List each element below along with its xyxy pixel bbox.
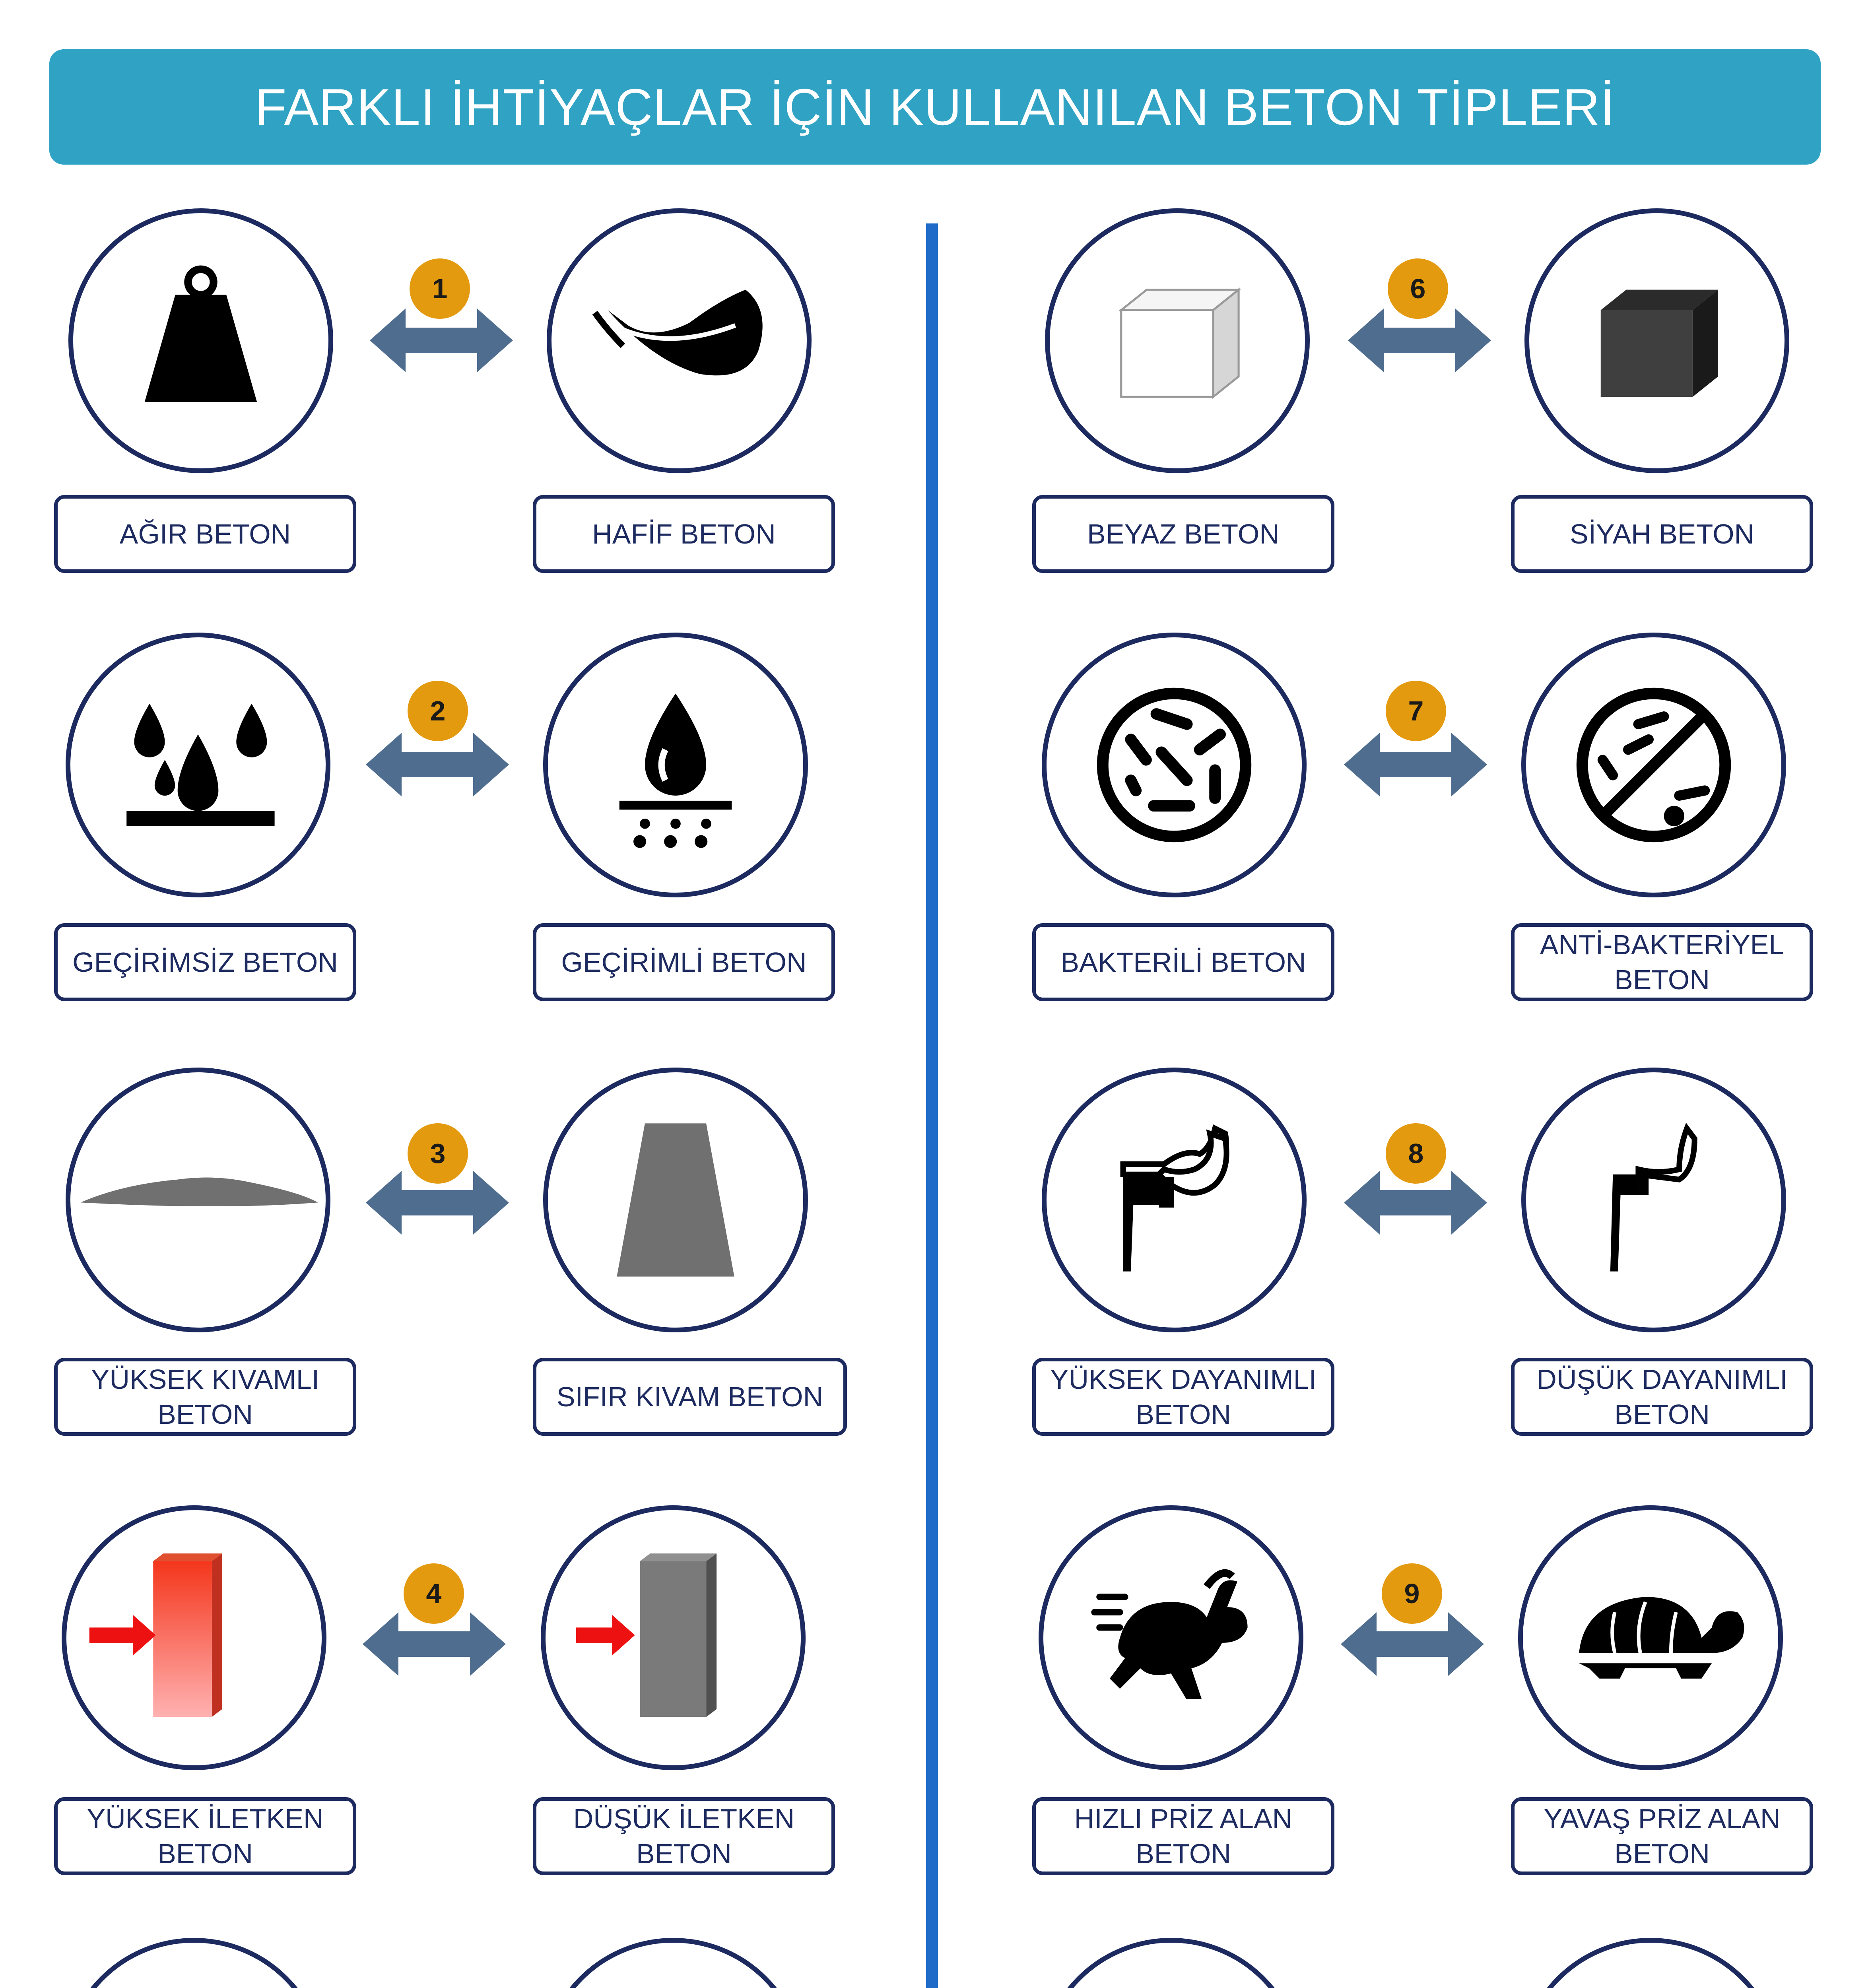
- feather-icon: [547, 208, 812, 473]
- weight-icon: [68, 208, 333, 473]
- label-dusuk-dayanimli-beton: DÜŞÜK DAYANIMLI BETON: [1511, 1358, 1813, 1436]
- timer-6-icon: [1518, 1938, 1783, 1988]
- textured-slab-icon: [62, 1938, 326, 1988]
- black-cube-icon: [1524, 208, 1789, 473]
- label-hizli-priz-alan-beton: HIZLI PRİZ ALAN BETON: [1032, 1797, 1334, 1875]
- label-gecirimli-beton: GEÇİRİMLİ BETON: [533, 923, 835, 1001]
- anti-bacteria-icon: [1521, 633, 1786, 897]
- label-dusuk-iletken-beton: DÜŞÜK İLETKEN BETON: [533, 1797, 835, 1875]
- label-yuksek-dayanimli-beton: YÜKSEK DAYANIMLI BETON: [1032, 1358, 1334, 1436]
- double-arrow-icon: [363, 1612, 506, 1676]
- turtle-icon: [1518, 1505, 1783, 1770]
- label-siyah-beton: SİYAH BETON: [1511, 495, 1813, 573]
- label-yuksek-iletken-beton: YÜKSEK İLETKEN BETON: [54, 1797, 356, 1875]
- label-anti-bakteriyel-beton: ANTİ-BAKTERİYEL BETON: [1511, 923, 1813, 1001]
- label-beyaz-beton: BEYAZ BETON: [1032, 495, 1334, 573]
- page-title: FARKLI İHTİYAÇLAR İÇİN KULLANILAN BETON TİPLERİ: [255, 78, 1615, 136]
- rabbit-icon: [1039, 1505, 1303, 1770]
- label-agir-beton: AĞIR BETON: [54, 495, 356, 573]
- pair-number-badge: 9: [1382, 1563, 1442, 1624]
- slump-cone-icon: [543, 1068, 808, 1332]
- double-arrow-icon: [366, 733, 509, 796]
- strong-arm-icon: [1042, 1068, 1307, 1332]
- label-yavas-priz-alan-beton: YAVAŞ PRİZ ALAN BETON: [1511, 1797, 1813, 1875]
- bacteria-icon: [1042, 633, 1307, 897]
- permeable-drop-icon: [543, 633, 808, 897]
- page-header: [49, 49, 1821, 165]
- column-divider: [926, 223, 938, 1988]
- label-bakterili-beton: BAKTERİLİ BETON: [1032, 923, 1334, 1001]
- flat-spread-icon: [66, 1068, 330, 1332]
- white-cube-icon: [1045, 208, 1310, 473]
- plain-slab-icon: [541, 1938, 806, 1988]
- timer-1-icon: [1039, 1938, 1303, 1988]
- pair-number-badge: 4: [404, 1563, 464, 1624]
- pair-number-badge: 2: [408, 681, 468, 741]
- pair-number-badge: 8: [1386, 1123, 1446, 1184]
- label-yuksek-kivamli-beton: YÜKSEK KIVAMLI BETON: [54, 1358, 356, 1436]
- waterproof-drops-icon: [66, 633, 330, 897]
- double-arrow-icon: [1341, 1612, 1484, 1676]
- label-hafif-beton: HAFİF BETON: [533, 495, 835, 573]
- grey-block-icon: [541, 1505, 806, 1770]
- weak-arm-icon: [1521, 1068, 1786, 1332]
- pair-number-badge: 1: [410, 258, 470, 319]
- double-arrow-icon: [1348, 309, 1491, 372]
- double-arrow-icon: [1344, 1171, 1487, 1235]
- double-arrow-icon: [366, 1171, 509, 1235]
- pair-number-badge: 7: [1386, 681, 1446, 741]
- double-arrow-icon: [370, 309, 513, 372]
- label-gecirimsiz-beton: GEÇİRİMSİZ BETON: [54, 923, 356, 1001]
- hot-block-icon: [62, 1505, 326, 1770]
- double-arrow-icon: [1344, 733, 1487, 796]
- pair-number-badge: 3: [408, 1123, 468, 1184]
- label-sifir-kivam-beton: SIFIR KIVAM BETON: [533, 1358, 847, 1436]
- pair-number-badge: 6: [1388, 258, 1448, 319]
